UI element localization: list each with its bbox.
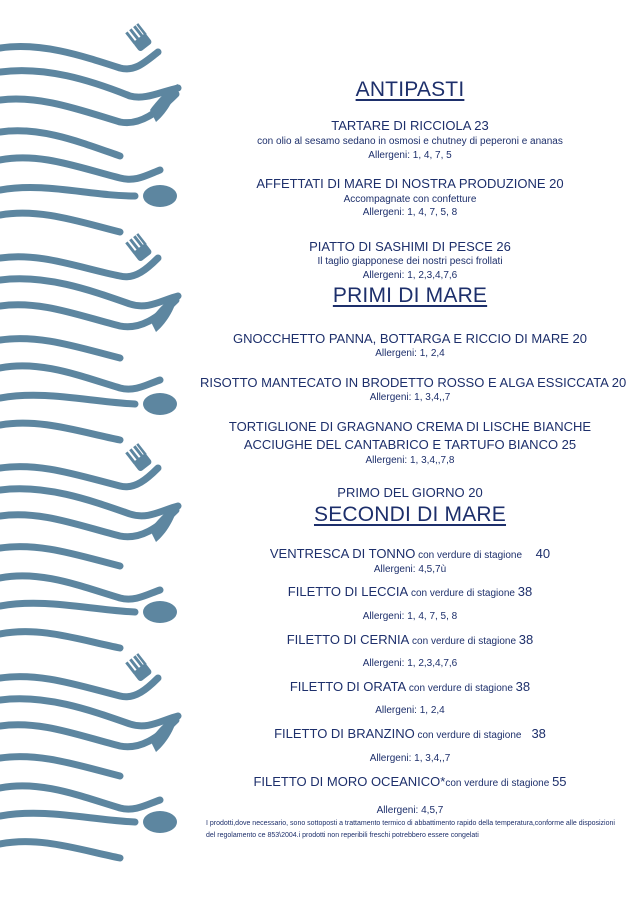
dish-name: FILETTO DI CERNIA [286, 632, 410, 647]
dish-price: 38 [524, 726, 546, 741]
dish-price: 40 [524, 546, 551, 561]
section-heading-antipasti: ANTIPASTI [355, 78, 465, 101]
dish-side: con verdure di stagione [414, 730, 525, 741]
fork-icon [125, 653, 153, 682]
dish-name: TARTARE DI RICCIOLA 23 [331, 118, 489, 133]
dish-description: Il taglio giapponese dei nostri pesci frollati [317, 256, 503, 267]
dish-allergens: Allergeni: 4,5,7 [376, 805, 444, 816]
dish-side: con verdure di stagione [445, 778, 553, 789]
section-heading-secondi: SECONDI DI MARE [313, 503, 507, 526]
dish-side: con verdure di stagione [409, 636, 519, 647]
dish-side: con verdure di stagione [408, 588, 518, 599]
dish-allergens: Allergeni: 1, 2,3,4,7,6 [362, 658, 458, 669]
dish-price: 55 [552, 774, 567, 789]
dish-name: FILETTO DI BRANZINO [274, 726, 415, 741]
dish-name: AFFETTATI DI MARE DI NOSTRA PRODUZIONE 20 [256, 176, 564, 191]
cutlery-wave-decoration [0, 0, 200, 905]
dish-allergens: Allergeni: 1, 4, 7, 5 [368, 150, 452, 161]
dish-allergens: Allergeni: 4,5,7ù [373, 564, 447, 575]
dish-allergens: Allergeni: 1, 3,4,,7 [369, 392, 451, 403]
dish-allergens: Allergeni: 1, 3,4,,7,8 [365, 455, 455, 466]
dish-name: PIATTO DI SASHIMI DI PESCE 26 [309, 239, 511, 254]
dish-name-line2: ACCIUGHE DEL CANTABRICO E TARTUFO BIANCO 25 [243, 437, 577, 452]
dish-line [200, 584, 620, 599]
dish-price: 38 [517, 584, 533, 599]
dish-line [200, 774, 620, 789]
dish-name: GNOCCHETTO PANNA, BOTTARGA E RICCIO DI MARE 20 [233, 331, 587, 346]
fork-icon [125, 233, 153, 262]
dish-price: 38 [518, 632, 534, 647]
spoon-icon [143, 185, 177, 207]
dish-side: con verdure di stagione [415, 550, 525, 561]
dish-price: 38 [515, 679, 531, 694]
dish-name: TORTIGLIONE DI GRAGNANO CREMA DI LISCHE BIANCHE [228, 419, 592, 434]
dish-allergens: Allergeni: 1, 2,3,4,7,6 [362, 270, 458, 281]
fork-icon [125, 23, 153, 52]
dish-line [200, 546, 620, 561]
dish-name: FILETTO DI MORO OCEANICO* [253, 774, 446, 789]
dish-name: FILETTO DI LECCIA [287, 584, 409, 599]
section-heading-primi: PRIMI DI MARE [332, 284, 488, 307]
dish-line [200, 679, 620, 694]
footnote: I prodotti,dove necessario, sono sottoposti a trattamento termico di abbattimento rapido della temperatura,conforme alle disposizioni del regolamento ce 853\2004.i prodotti non reperibili freschi potrebbero essere congelati [206, 820, 615, 839]
fork-icon [125, 443, 153, 472]
dish-side: con verdure di stagione [406, 683, 516, 694]
daily-special: PRIMO DEL GIORNO 20 [337, 485, 483, 500]
dish-allergens: Allergeni: 1, 3,4,,7 [369, 753, 451, 764]
spoon-icon [143, 811, 177, 833]
dish-description: Accompagnate con confetture [343, 194, 477, 205]
dish-name: RISOTTO MANTECATO IN BRODETTO ROSSO E ALGA ESSICCATA 20 [200, 375, 627, 390]
dish-allergens: Allergeni: 1, 2,4 [375, 348, 445, 359]
dish-allergens: Allergeni: 1, 4, 7, 5, 8 [362, 611, 458, 622]
dish-allergens: Allergeni: 1, 4, 7, 5, 8 [362, 207, 458, 218]
dish-line [200, 632, 620, 647]
dish-line [200, 726, 620, 741]
dish-name: FILETTO DI ORATA [289, 679, 407, 694]
spoon-icon [143, 601, 177, 623]
dish-name: VENTRESCA DI TONNO [269, 546, 416, 561]
spoon-icon [143, 393, 177, 415]
dish-allergens: Allergeni: 1, 2,4 [375, 705, 445, 716]
dish-description: con olio al sesamo sedano in osmosi e chutney di peperoni e ananas [257, 136, 563, 147]
